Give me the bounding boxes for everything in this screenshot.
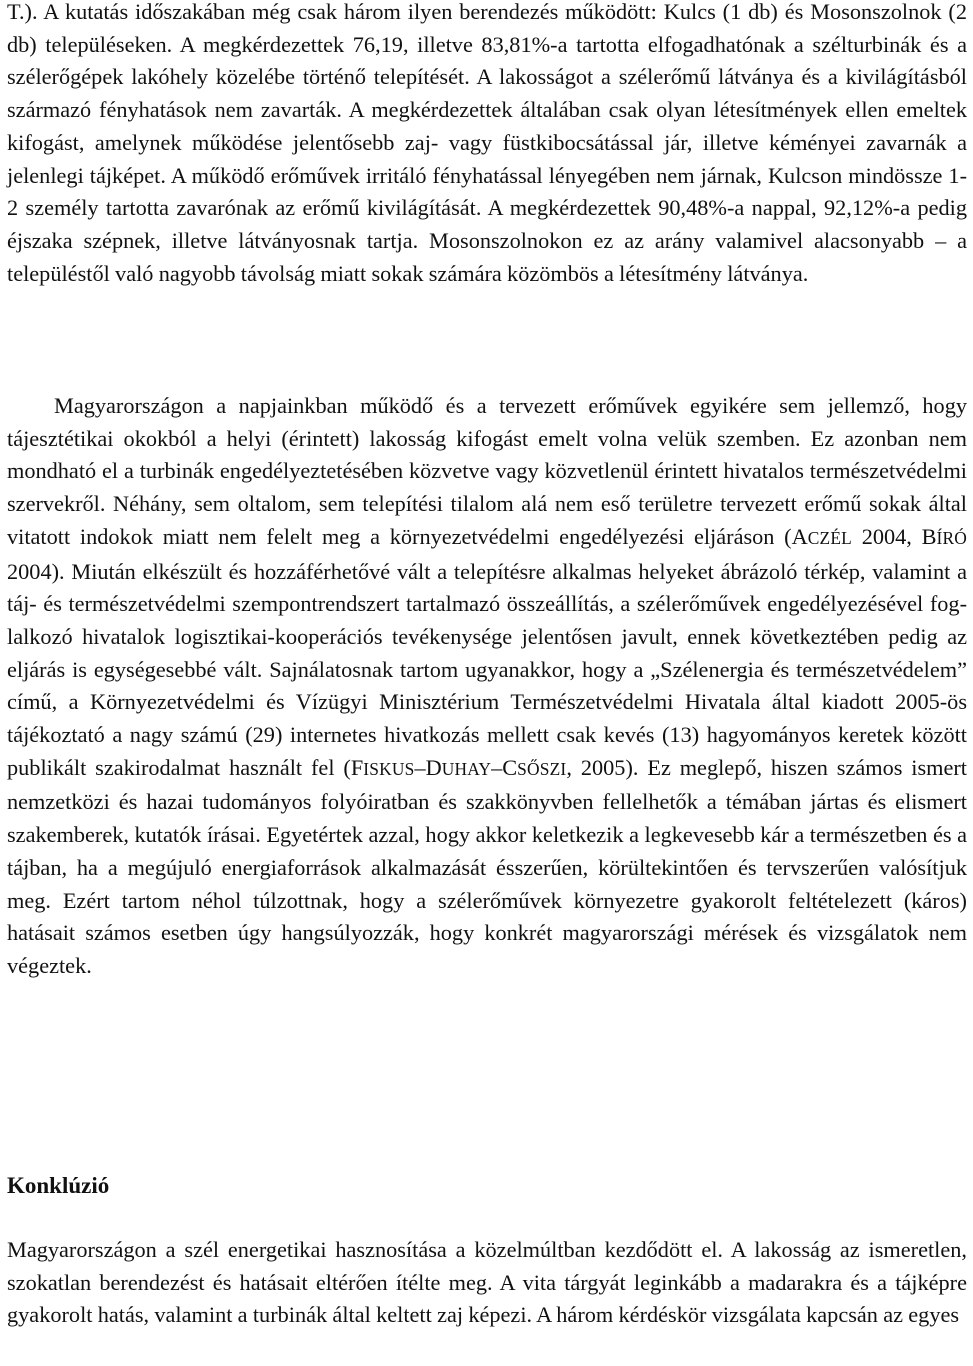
- paragraph-wind-survey: T.). A kutatás időszakában még csak három ilyen berendezés működött: Kulcs (1 db) és Mosonszolnok (2 db) településeken. A megkérdezettek 76,19, illetve 83,81%-a tartotta elfogadhatónak a szélturbinák és a szélerőgépek lakóhely közelébe történő telepítését. A lakosságot a szélerőmű látványa és a kivilágításból származó fényhatások nem zavarták. A megkérdezettek általában csak olyan létesítmények ellen emeltek kifogást, amelynek működése jelentősebb zaj- vagy füstkibocsátással jár, illetve kéményei zavarnák a jelenlegi tájképet. A működő erőművek irritáló fényhatással lényegében nem járnak, Kulcson mindössze 1-2 személy tartotta zavarónak az erőmű kivilágítását. A megkérdezettek 90,48%-a nappal, 92,12%-a pedig éjszaka szépnek, illetve látványosnak tartja. Mosonszolnokon ez az arány valamivel alacsonyabb – a településtől való nagyobb távolság miatt sokak számára közömbös a létesítmény látványa.: [7, 0, 967, 286]
- citation-author: C: [502, 754, 518, 780]
- citation-author-smallcaps: ISKUS: [363, 759, 415, 779]
- section-heading-conclusion: Konklúzió: [7, 1173, 110, 1198]
- citation-dash: –: [414, 754, 426, 780]
- paragraph-text: 2004). Miután elkészült és hozzáférhetővé vált a telepítésre alkalmas helyeket ábrázoló térkép, valamint a táj- és természetvédelmi szempontrendszert tartalmazó összeállítás, a szélerőművek engedélyezésével foglalkozó hivatalok logisztikai-kooperációs tevékenysége jelentősen javult, ennek következtében pedig az eljárás is egységesebbé vált. Sajnálatosnak tartom ugyanakkor, hogy a „Szélenergia és természetvédelem” című, a Környezetvédelmi és Vízügyi Minisztérium Természetvédelmi Hivatala által kiadott 2005-ös tájékoztató a nagy számú (29) internetes hivatkozás mellett csak kevés (13) hagyományos keretek között publikált szakirodalmat használt fel (: [7, 558, 967, 780]
- paragraph-conclusion: Magyarországon a szél energetikai hasznosítása a közelmúltban kezdődött el. A lakosság az ismeretlen, szokatlan berendezést és hatásait eltérően ítélte meg. A vita tárgyát leginkább a madarakra és a tájképre gyakorolt hatás, valamint a turbinák által keltett zaj képezi. A három kérdéskör vizsgálata kapcsán az egyes: [7, 1237, 967, 1328]
- citation-author: B: [921, 523, 937, 549]
- citation-dash: –: [491, 754, 503, 780]
- citation-author-smallcaps: ÍRÓ: [936, 528, 968, 548]
- paragraph-text: , 2005). Ez meglepő, hiszen számos ismert nemzetközi és hazai tudományos folyóiratban és szakkönyvben fellelhetők a témában jártas és elismert szakemberek, kutatók írásai. Egyetértek azzal, hogy akkor keletkezik a legkevesebb kár a természetben és a tájban, ha a megújuló energiaforrások alkalmazását ésszerűen, körültekintően és tervszerűen valósítjuk meg. Ezért tartom néhol túlzottnak, hogy a szélerőművek környezetre gyakorolt feltételezett (káros) hatásait számos esetben úgy hangsúlyozzák, hogy konkrét magyarországi mérések és vizsgálatok nem végeztek.: [7, 754, 968, 978]
- citation-author-smallcaps: UHAY: [441, 759, 492, 779]
- citation-author: D: [425, 754, 442, 780]
- citation-author-smallcaps: CZÉL: [807, 528, 852, 548]
- paragraph-text: Magyarországon a napjainkban működő és a tervezett erőművek egyikére sem jellemző, hogy tájesztétikai okokból a helyi (érintett) lakosság kifogást emelt volna velük szemben. Ez azonban nem mondható el a turbinák engedélyeztetésében közvetve vagy közvetlenül érintett hivatalos természetvédelmi szervekről. Néhány, sem oltalom, sem telepítési tilalom alá nem eső területre tervezett erőmű sokak által vitatott indokok miatt nem felelt meg a környezetvédelmi engedélyezési eljáráson (: [7, 393, 967, 549]
- citation-author: F: [350, 754, 364, 780]
- citation-author: A: [791, 523, 808, 549]
- citation-year: 2004,: [851, 523, 922, 549]
- citation-author-smallcaps: SŐSZI: [517, 759, 567, 779]
- paragraph-permitting: [0, 390, 973, 983]
